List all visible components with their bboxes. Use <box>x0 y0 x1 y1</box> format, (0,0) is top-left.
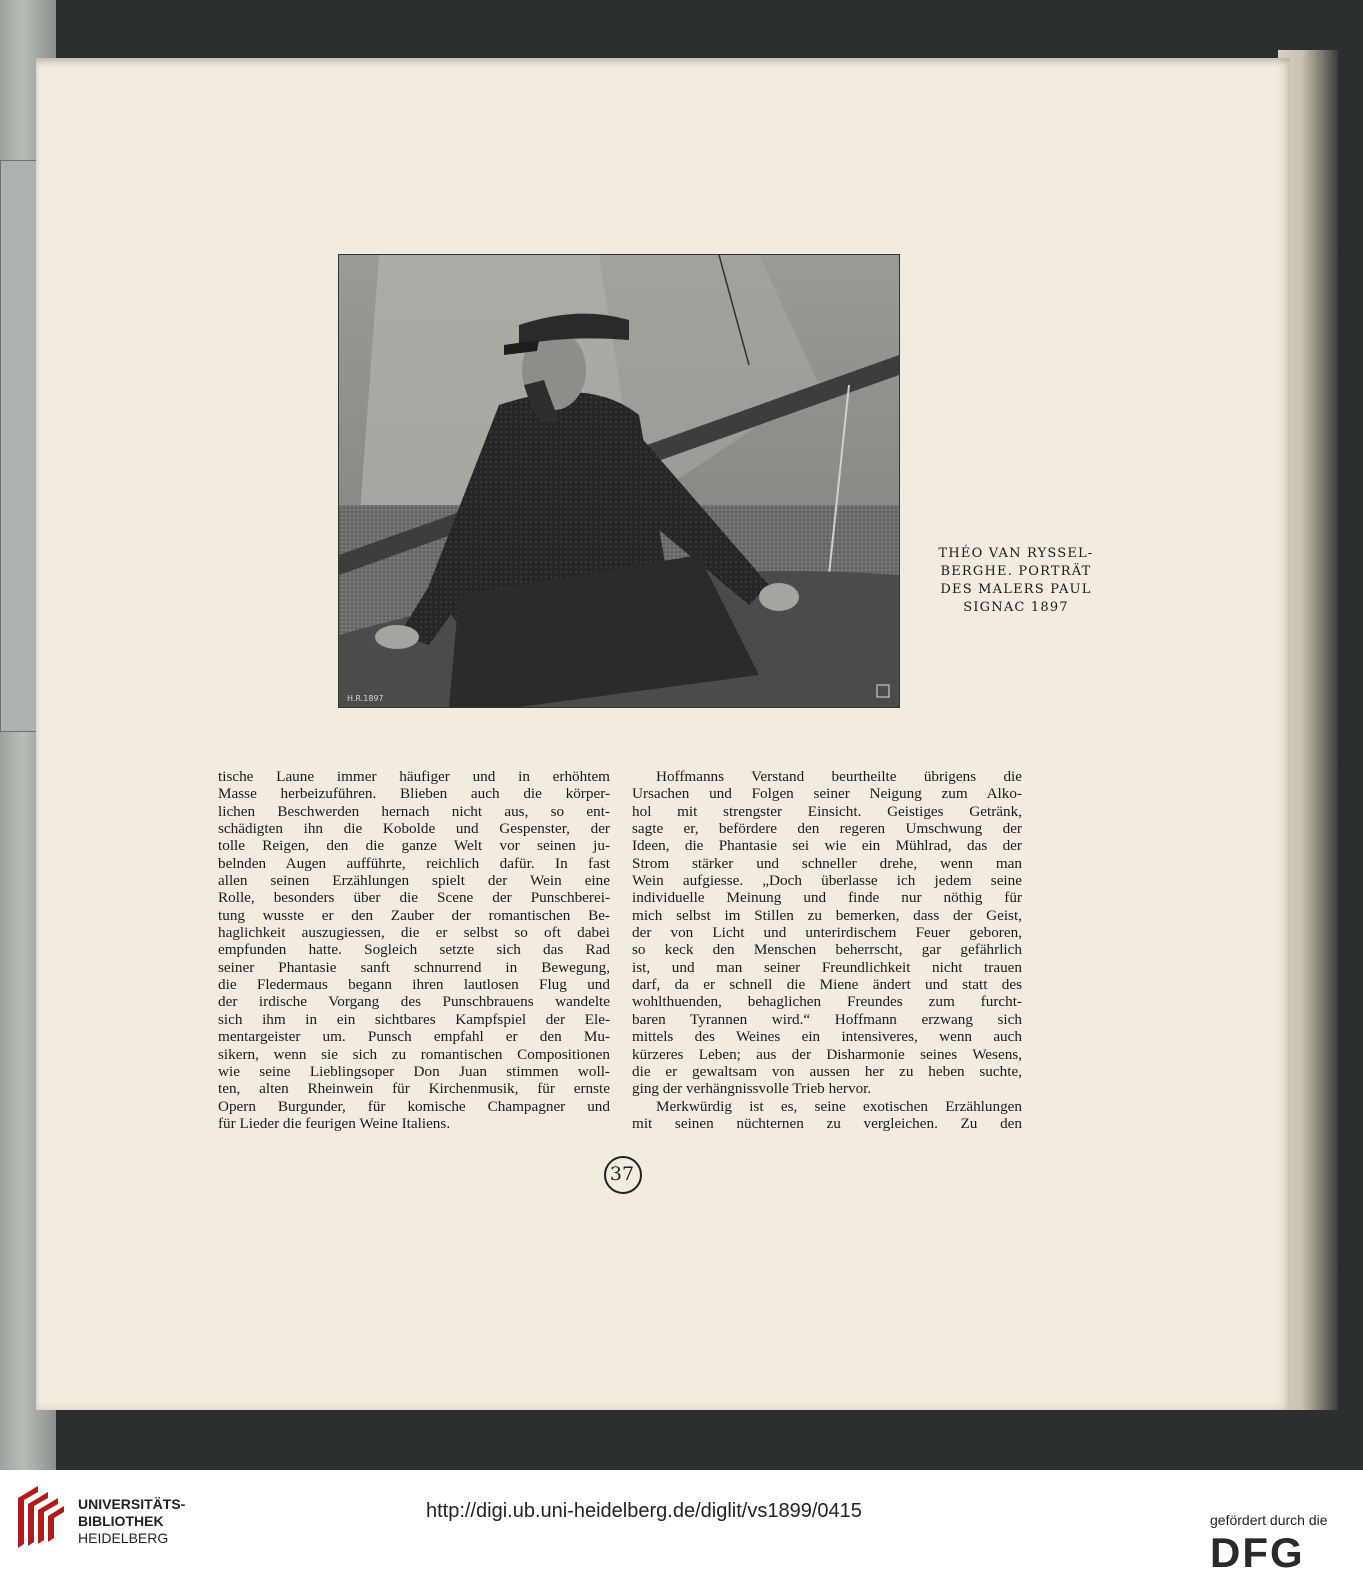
library-name <box>78 1496 185 1547</box>
text-line: sich ihm in ein sichtbares Kampfspiel der Ele- <box>218 1010 610 1028</box>
text-line: haglichkeit auszugiessen, die er selbst so oft dabei <box>218 924 610 942</box>
text-line: allen seinen Erzählungen spielt der Wein eine <box>218 872 610 890</box>
digital-library-link[interactable]: http://digi.ub.uni-heidelberg.de/diglit/vs1899/0415 <box>426 1500 862 1522</box>
page-number <box>602 1154 642 1194</box>
text-line: seiner Phantasie sanft schnurrend in Bewegung, <box>218 958 610 976</box>
page-number-circle <box>604 1156 642 1194</box>
text-line: tung wusste er den Zauber der romantischen Be- <box>218 906 610 924</box>
library-name-line: UNIVERSITÄTS- <box>78 1496 186 1512</box>
text-column-right <box>632 768 1022 1132</box>
text-line: Ursachen und Folgen seiner Neigung zum Alko- <box>632 785 1022 803</box>
text-line: Wein aufgiesse. „Doch überlasse ich jedem seine <box>632 872 1022 890</box>
text-line: schädigten ihn die Kobolde und Gespenster, der <box>218 820 610 838</box>
text-line: so keck den Menschen beherrscht, gar gefährlich <box>632 941 1022 959</box>
library-name-line: HEIDELBERG <box>78 1530 169 1546</box>
page-number-text: 37 <box>609 1163 635 1185</box>
text-line: Ideen, die Phantasie sei wie ein Mühlrad, das der <box>632 837 1022 855</box>
text-line: mich selbst im Stillen zu bemerken, dass der Geist, <box>632 906 1022 924</box>
figure-caption <box>918 545 1114 617</box>
text-line: mit seinen nüchternen zu vergleichen. Zu den <box>632 1114 1022 1132</box>
portrait-image <box>339 255 899 707</box>
text-line: Opern Burgunder, für komische Champagner und <box>218 1097 610 1115</box>
text-line: der irdische Vorgang des Punschbrauens wandelte <box>218 993 610 1011</box>
library-name-line: BIBLIOTHEK <box>78 1513 164 1529</box>
text-line: hol mit strengster Einsicht. Geistiges Getränk, <box>632 802 1022 820</box>
text-line: wohlthuenden, behaglichen Freundes zum furcht- <box>632 993 1022 1011</box>
text-line: mittels des Weines ein intensiveres, wenn auch <box>632 1028 1022 1046</box>
text-line: empfunden hatte. Sogleich setzte sich das Rad <box>218 941 610 959</box>
cover-panel <box>0 160 38 732</box>
sponsor-label: gefördert durch die <box>1210 1512 1328 1528</box>
text-line: tolle Reigen, den die ganze Welt vor seinen ju- <box>218 837 610 855</box>
text-line: darf, da er schnell die Miene ändert und statt des <box>632 976 1022 994</box>
caption-line: SIGNAC 1897 <box>963 600 1069 615</box>
caption-line: BERGHE. PORTRÄT <box>940 564 1092 579</box>
text-line: mentargeister um. Punsch empfahl er den Mu- <box>218 1028 610 1046</box>
text-line: für Lieder die feurigen Weine Italiens. <box>218 1114 451 1132</box>
text-line: die er gewaltsam von aussen her zu heben suchte, <box>632 1062 1022 1080</box>
caption-line: THÉO VAN RYSSEL- <box>938 546 1094 561</box>
text-line: ist, und man seiner Freundlichkeit nicht trauen <box>632 958 1022 976</box>
text-line: Rolle, besonders über die Scene der Punschberei- <box>218 889 610 907</box>
caption-line: DES MALERS PAUL <box>940 582 1092 597</box>
text-column-left <box>218 768 610 1132</box>
text-line: baren Tyrannen wird.“ Hoffmann erzwang sich <box>632 1010 1022 1028</box>
text-line: sikern, wenn sie sich zu romantischen Compositionen <box>218 1045 610 1063</box>
text-line: lichen Beschwerden hernach nicht aus, so ent- <box>218 802 610 820</box>
text-line: ging der verhängnissvolle Trieb hervor. <box>632 1080 872 1098</box>
text-line: Merkwürdig ist es, seine exotischen Erzählungen <box>656 1097 1022 1115</box>
university-library-logo-icon <box>14 1484 66 1550</box>
text-line: Strom stärker und schneller drehe, wenn man <box>632 854 1022 872</box>
text-line: die Fledermaus begann ihren lautlosen Flug und <box>218 976 610 994</box>
text-line: tische Laune immer häufiger und in erhöhtem <box>218 768 610 785</box>
dfg-logo: DFG <box>1210 1529 1305 1576</box>
text-line: der von Licht und unterirdischem Feuer geboren, <box>632 924 1022 942</box>
text-line: Hoffmanns Verstand beurtheilte übrigens die <box>656 768 1022 785</box>
text-line: belnden Augen aufführte, reichlich dafür. In fast <box>218 854 610 872</box>
text-line: ten, alten Rheinwein für Kirchenmusik, für ernste <box>218 1080 610 1098</box>
text-line: sagte er, befördere den regeren Umschwung der <box>632 820 1022 838</box>
text-line: Masse herbeizuführen. Blieben auch die körper- <box>218 785 610 803</box>
text-line: kürzeres Leben; aus der Disharmonie seines Wesens, <box>632 1045 1022 1063</box>
text-line: wie seine Lieblingsoper Don Juan stimmen woll- <box>218 1062 610 1080</box>
artist-signature: H.R.1897 <box>347 694 384 703</box>
text-line: individuelle Meinung und finde nur nöthig für <box>632 889 1022 907</box>
portrait-illustration <box>338 254 900 708</box>
